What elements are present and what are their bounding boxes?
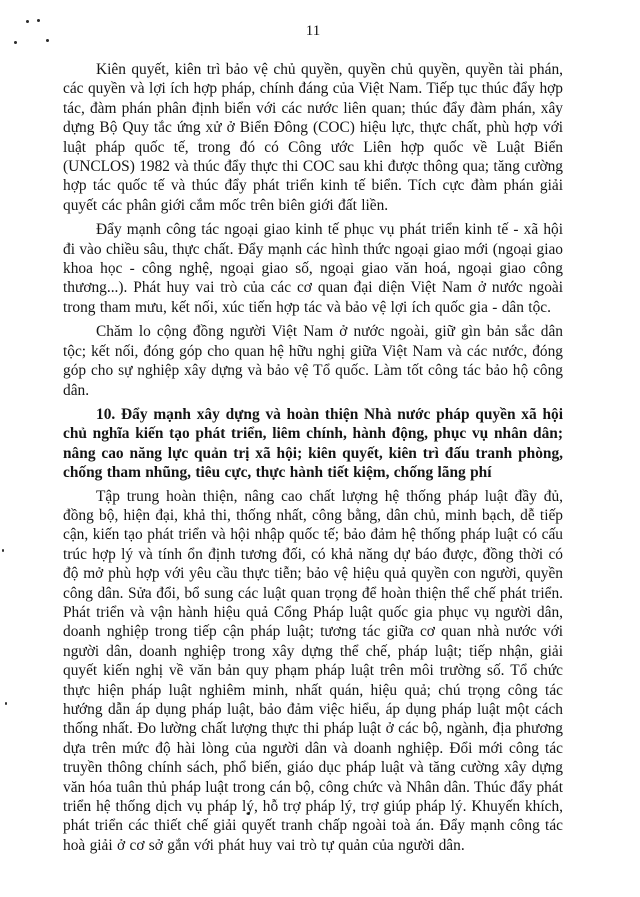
paragraph-sovereignty: Kiên quyết, kiên trì bảo vệ chủ quyền, quyền chủ quyền, quyền tài phán, các quyền và lợi ích hợp pháp, chính đáng của Việt Nam. Tiếp tục thúc đẩy hợp tác, đàm phán phân định biển với các nước liên quan; thúc đẩy đàm phán, xây dựng Bộ Quy tắc ứng xử ở Biển Đông (COC) hiệu lực, thực chất, phù hợp với luật pháp quốc tế, trong đó có Công ước Liên hợp quốc về Luật Biển (UNCLOS) 1982 và thúc đẩy thực thi COC sau khi được thông qua; tăng cường hợp tác quốc tế và thúc đẩy phát triển kinh tế biển. Tích cực đàm phán giải quyết các phân giới cắm mốc trên biên giới đất liền. [63,61,563,214]
scan-speck [46,39,49,42]
page-number: 11 [305,23,321,39]
scan-speck [2,549,4,552]
scan-speck [14,41,17,44]
scan-speck [37,19,40,22]
section-heading-10: 10. Đẩy mạnh xây dựng và hoàn thiện Nhà nước pháp quyền xã hội chủ nghĩa kiến tạo phát triển, liêm chính, hành động, phục vụ nhân dân; nâng cao năng lực quản trị xã hội; kiên quyết, kiên trì đấu tranh phòng, chống tham nhũng, tiêu cực, thực hành tiết kiệm, chống lãng phí [63,405,563,482]
text-block [63,22,563,860]
paragraph-overseas-community: Chăm lo cộng đồng người Việt Nam ở nước ngoài, giữ gìn bản sắc dân tộc; kết nối, đóng góp cho quan hệ hữu nghị giữa Việt Nam và các nước, đóng góp cho sự nghiệp xây dựng và bảo vệ Tổ quốc. Làm tốt công tác bảo hộ công dân. [63,323,563,399]
scan-speck [5,702,7,705]
paragraph-legal-system: Tập trung hoàn thiện, nâng cao chất lượng hệ thống pháp luật đầy đủ, đồng bộ, hiện đại, khả thi, thống nhất, công bằng, dân chủ, minh bạch, dễ tiếp cận, kiến tạo phát triển và hội nhập quốc tế; bảo đảm hệ thống pháp luật có cấu trúc hợp lý và tính ổn định tương đối, có khả năng dự báo được, đồng thời có độ mở phù hợp với yêu cầu thực tiễn; bảo vệ hiệu quả quyền con người, quyền công dân. Sửa đổi, bổ sung các luật quan trọng để hoàn thiện thể chế phát triển. Phát triển và vận hành hiệu quả Cổng Pháp luật quốc gia phục vụ người dân, doanh nghiệp trong tiếp cận pháp luật; tương tác giữa cơ quan nhà nước với người dân, doanh nghiệp trong xây dựng thể chế, pháp luật; tiếp nhận, giải quyết kiến nghị về văn bản quy phạm pháp luật trên môi trường số. Tổ chức thực hiện pháp luật nghiêm minh, nhất quán, hiệu quả; chú trọng công tác hướng dẫn áp dụng pháp luật, bảo đảm việc hiểu, áp dụng pháp luật một cách thống nhất. Đo lường chất lượng thực thi pháp luật ở các bộ, ngành, địa phương dựa trên mức độ hài lòng của người dân và doanh nghiệp. Đổi mới công tác truyền thông chính sách, phổ biến, giáo dục pháp luật và tăng cường xây dựng văn hóa tuân thủ pháp luật trong cán bộ, công chức và Nhân dân. Thúc đẩy phát triển hệ thống dịch vụ pháp lý, hỗ trợ pháp lý, trợ giúp pháp lý. Khuyến khích, phát triển các thiết chế giải quyết tranh chấp ngoài toà án. Đẩy mạnh công tác hoà giải ở cơ sở gắn với phát huy vai trò tự quản của người dân. [63,487,563,854]
paragraph-economic-diplomacy: Đẩy mạnh công tác ngoại giao kinh tế phục vụ phát triển kinh tế - xã hội đi vào chiều sâu, thực chất. Đẩy mạnh các hình thức ngoại giao mới (ngoại giao khoa học - công nghệ, ngoại giao số, ngoại giao văn hoá, ngoại giao công thương...). Phát huy vai trò của các cơ quan đại diện Việt Nam ở nước ngoài trong tham mưu, kết nối, xúc tiến hợp tác và bảo vệ lợi ích quốc gia - dân tộc. [63,221,563,316]
scan-speck [26,20,29,23]
